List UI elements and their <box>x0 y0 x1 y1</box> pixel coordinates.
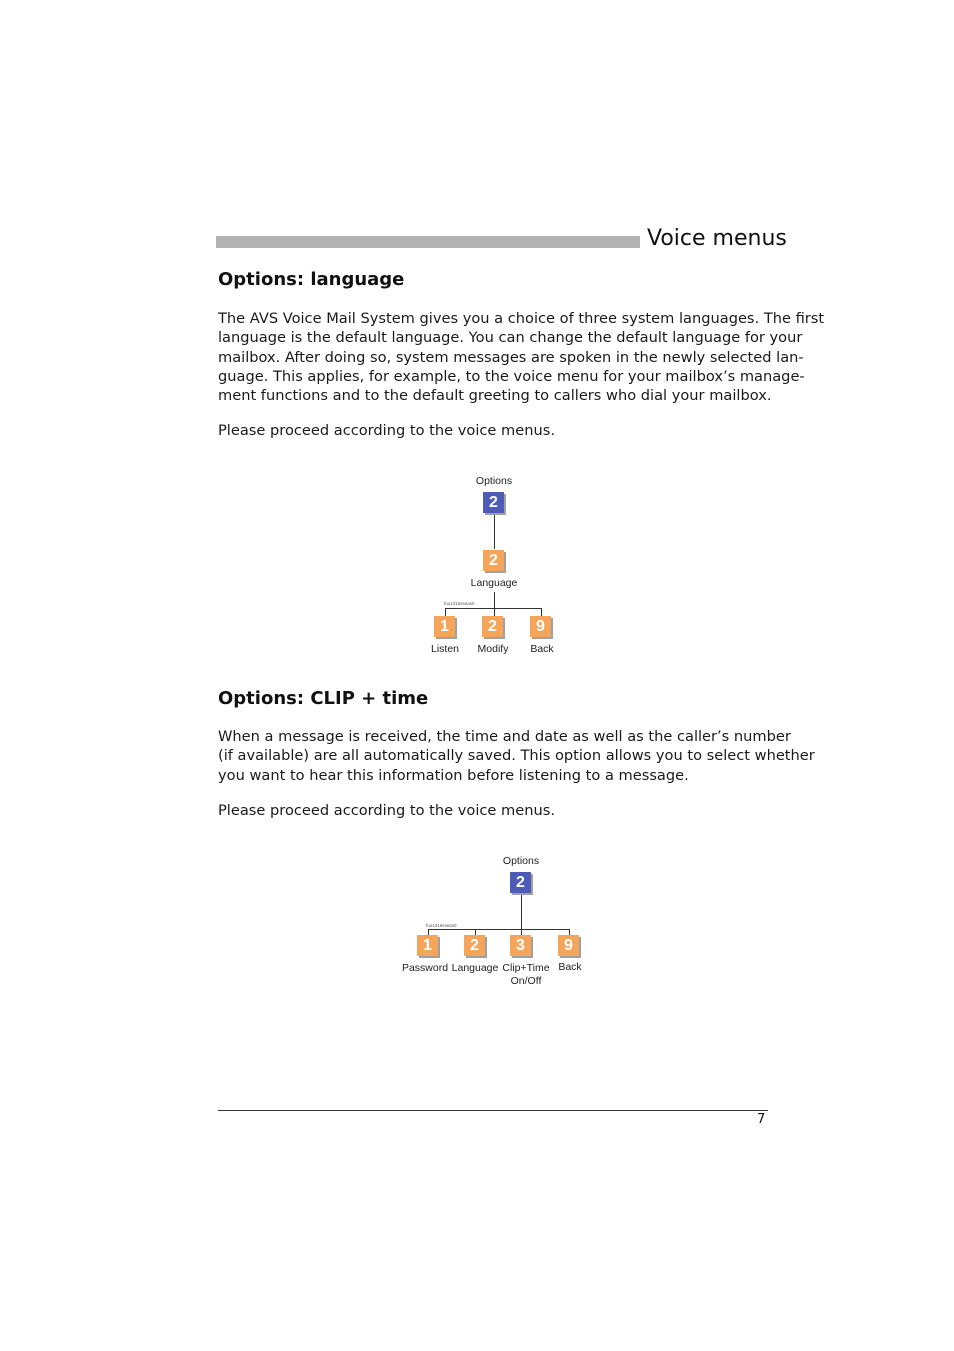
key-2-options: 2 <box>483 492 504 513</box>
connector-line <box>494 592 495 608</box>
connector-line <box>445 608 446 616</box>
paragraph-line: language is the default language. You can change the default language for your <box>218 329 803 347</box>
header-title: Voice menus <box>647 226 787 251</box>
section-heading-language: Options: language <box>218 269 405 290</box>
connector-line <box>541 608 542 616</box>
header-bar <box>216 236 640 248</box>
connector-line <box>521 895 522 929</box>
diagram-figure-code: fuo1316sseas0 <box>426 923 457 928</box>
paragraph-line: you want to hear this information before listening to a message. <box>218 766 689 784</box>
paragraph-line: guage. This applies, for example, to the voice menu for your mailbox’s manage- <box>218 367 805 385</box>
child-label-password: Password <box>401 962 449 974</box>
key-2-language: 2 <box>483 550 504 571</box>
key-1-listen: 1 <box>434 616 455 637</box>
diagram-mid-label: Language <box>470 577 518 589</box>
footer-rule <box>218 1110 768 1111</box>
child-label-language: Language <box>451 962 499 974</box>
key-9-back: 9 <box>530 616 551 637</box>
language-paragraph <box>218 309 825 405</box>
child-label-clip-time-line2: On/Off <box>510 975 542 987</box>
page-number: 7 <box>757 1112 766 1127</box>
paragraph-line: When a message is received, the time and date as well as the caller’s number <box>218 728 791 745</box>
key-3-clip-time: 3 <box>510 935 531 956</box>
key-9-back: 9 <box>558 935 579 956</box>
proceed-text: Please proceed according to the voice menus. <box>218 802 555 819</box>
proceed-text: Please proceed according to the voice menus. <box>218 422 555 439</box>
section-heading-clip-time: Options: CLIP + time <box>218 688 429 709</box>
diagram-root-label: Options <box>475 475 513 487</box>
diagram-root-label: Options <box>502 855 540 867</box>
child-label-back: Back <box>530 643 554 655</box>
key-2-options: 2 <box>510 872 531 893</box>
diagram-figure-code: fuo1315sseas0 <box>444 601 475 606</box>
paragraph-line: (if available) are all automatically saved. This option allows you to select whether <box>218 747 815 765</box>
key-1-password: 1 <box>417 935 438 956</box>
child-label-clip-time: Clip+Time <box>502 962 550 974</box>
key-2-modify: 2 <box>482 616 503 637</box>
paragraph-line: mailbox. After doing so, system messages are spoken in the newly selected lan- <box>218 348 804 366</box>
connector-line <box>494 515 495 549</box>
child-label-listen: Listen <box>430 643 460 655</box>
paragraph-line: The AVS Voice Mail System gives you a choice of three system languages. The first <box>218 310 825 327</box>
key-2-language: 2 <box>464 935 485 956</box>
child-label-modify: Modify <box>477 643 509 655</box>
connector-line <box>494 608 495 616</box>
connector-line <box>428 929 570 930</box>
clip-time-paragraph <box>218 727 815 785</box>
child-label-back: Back <box>558 961 582 973</box>
paragraph-line: ment functions and to the default greeting to callers who dial your mailbox. <box>218 387 772 405</box>
